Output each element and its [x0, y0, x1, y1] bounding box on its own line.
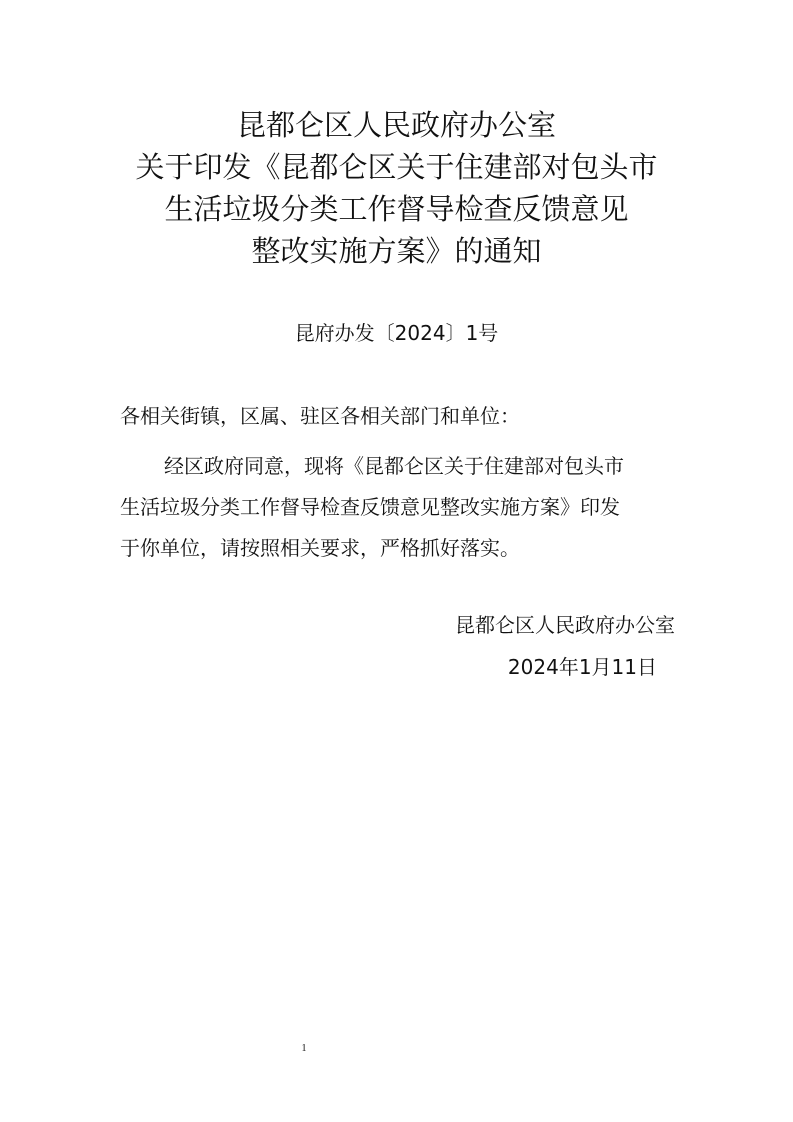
page-number: 1 — [301, 1043, 307, 1054]
title-line: 生活垃圾分类工作督导检查反馈意见 — [164, 192, 629, 226]
body-line: 生活垃圾分类工作督导检查反馈意见整改实施方案》印发 — [120, 495, 620, 519]
body-line: 于你单位，请按照相关要求，严格抓好落实。 — [120, 536, 520, 560]
issuer-signature: 昆都仑区人民政府办公室 — [455, 613, 675, 637]
issue-date: 2024年1月11日 — [507, 655, 657, 679]
title-line: 整改实施方案》的通知 — [251, 234, 542, 268]
document-number: 昆府办发〔2024〕1号 — [294, 321, 499, 345]
recipient-line: 各相关街镇，区属、驻区各相关部门和单位： — [120, 404, 520, 428]
document-title — [0, 104, 793, 272]
body-line: 经区政府同意，现将《昆都仑区关于住建部对包头市 — [164, 454, 624, 478]
title-line: 关于印发《昆都仑区关于住建部对包头市 — [135, 150, 658, 184]
body-paragraph — [120, 446, 680, 569]
title-line: 昆都仑区人民政府办公室 — [236, 108, 556, 142]
